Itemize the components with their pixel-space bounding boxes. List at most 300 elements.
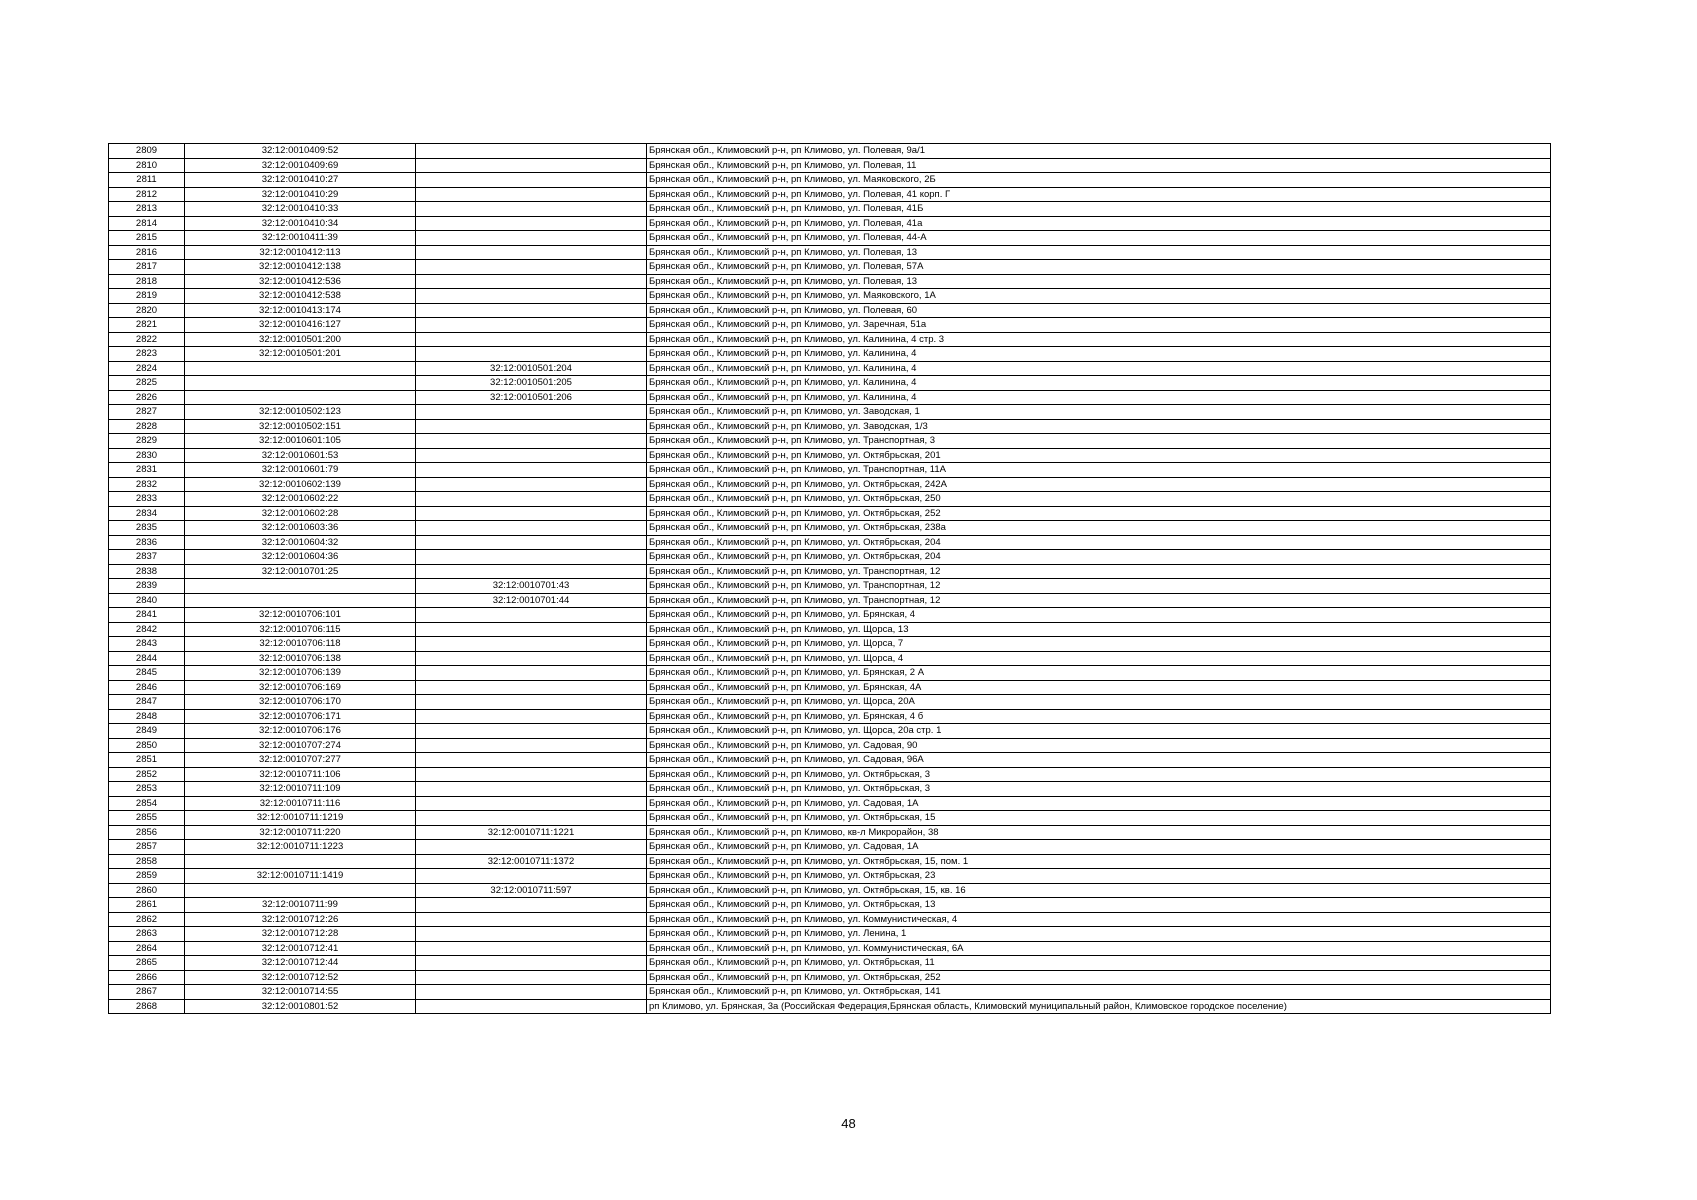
- table-row: [109, 738, 1551, 753]
- address-cell: Брянская обл., Климовский р-н, рп Климово, ул. Щорса, 20А: [647, 695, 1551, 710]
- address-cell: Брянская обл., Климовский р-н, рп Климово, ул. Заречная, 51а: [647, 318, 1551, 333]
- row-number-cell: 2829: [109, 434, 185, 449]
- cadastral-number-cell: 32:12:0010410:33: [185, 202, 416, 217]
- row-number-cell: 2810: [109, 158, 185, 173]
- address-cell: Брянская обл., Климовский р-н, рп Климово, ул. Садовая, 1А: [647, 840, 1551, 855]
- row-number-cell: 2812: [109, 187, 185, 202]
- secondary-cadastral-number-cell: [416, 158, 647, 173]
- table-row: [109, 999, 1551, 1014]
- row-number-cell: 2863: [109, 927, 185, 942]
- address-cell: Брянская обл., Климовский р-н, рп Климово, ул. Октябрьская, 23: [647, 869, 1551, 884]
- row-number-cell: 2853: [109, 782, 185, 797]
- table-row: [109, 782, 1551, 797]
- address-cell: Брянская обл., Климовский р-н, рп Климово, ул. Маяковского, 1А: [647, 289, 1551, 304]
- secondary-cadastral-number-cell: [416, 738, 647, 753]
- table-row: [109, 970, 1551, 985]
- secondary-cadastral-number-cell: 32:12:0010711:597: [416, 883, 647, 898]
- secondary-cadastral-number-cell: [416, 492, 647, 507]
- table-row: [109, 666, 1551, 681]
- cadastral-number-cell: [185, 390, 416, 405]
- address-cell: Брянская обл., Климовский р-н, рп Климово, ул. Октябрьская, 204: [647, 550, 1551, 565]
- cadastral-number-cell: 32:12:0010413:174: [185, 303, 416, 318]
- row-number-cell: 2839: [109, 579, 185, 594]
- secondary-cadastral-number-cell: 32:12:0010501:205: [416, 376, 647, 391]
- row-number-cell: 2834: [109, 506, 185, 521]
- row-number-cell: 2855: [109, 811, 185, 826]
- cadastral-number-cell: 32:12:0010706:169: [185, 680, 416, 695]
- address-cell: Брянская обл., Климовский р-н, рп Климово, ул. Транспортная, 12: [647, 579, 1551, 594]
- secondary-cadastral-number-cell: [416, 637, 647, 652]
- secondary-cadastral-number-cell: [416, 303, 647, 318]
- address-cell: Брянская обл., Климовский р-н, рп Климово, ул. Ленина, 1: [647, 927, 1551, 942]
- secondary-cadastral-number-cell: [416, 477, 647, 492]
- cadastral-number-cell: 32:12:0010602:22: [185, 492, 416, 507]
- address-cell: Брянская обл., Климовский р-н, рп Климово, ул. Октябрьская, 3: [647, 767, 1551, 782]
- address-cell: Брянская обл., Климовский р-н, рп Климово, ул. Полевая, 41а: [647, 216, 1551, 231]
- address-cell: Брянская обл., Климовский р-н, рп Климово, ул. Щорса, 20а стр. 1: [647, 724, 1551, 739]
- row-number-cell: 2827: [109, 405, 185, 420]
- cadastral-number-cell: [185, 579, 416, 594]
- table-row: [109, 767, 1551, 782]
- address-cell: Брянская обл., Климовский р-н, рп Климово, ул. Транспортная, 3: [647, 434, 1551, 449]
- address-cell: Брянская обл., Климовский р-н, рп Климово, ул. Октябрьская, 201: [647, 448, 1551, 463]
- address-cell: Брянская обл., Климовский р-н, рп Климово, ул. Октябрьская, 242А: [647, 477, 1551, 492]
- secondary-cadastral-number-cell: [416, 521, 647, 536]
- row-number-cell: 2825: [109, 376, 185, 391]
- table-row: [109, 825, 1551, 840]
- address-cell: Брянская обл., Климовский р-н, рп Климово, ул. Маяковского, 2Б: [647, 173, 1551, 188]
- address-cell: Брянская обл., Климовский р-н, рп Климово, ул. Октябрьская, 250: [647, 492, 1551, 507]
- cadastral-number-cell: 32:12:0010712:44: [185, 956, 416, 971]
- row-number-cell: 2835: [109, 521, 185, 536]
- address-cell: Брянская обл., Климовский р-н, рп Климово, ул. Калинина, 4: [647, 376, 1551, 391]
- row-number-cell: 2854: [109, 796, 185, 811]
- table-row: [109, 869, 1551, 884]
- address-cell: Брянская обл., Климовский р-н, рп Климово, ул. Транспортная, 12: [647, 593, 1551, 608]
- secondary-cadastral-number-cell: [416, 680, 647, 695]
- secondary-cadastral-number-cell: [416, 347, 647, 362]
- secondary-cadastral-number-cell: [416, 941, 647, 956]
- cadastral-number-cell: 32:12:0010501:201: [185, 347, 416, 362]
- cadastral-table: [108, 143, 1551, 1014]
- address-cell: Брянская обл., Климовский р-н, рп Климово, ул. Октябрьская, 15: [647, 811, 1551, 826]
- cadastral-number-cell: 32:12:0010714:55: [185, 985, 416, 1000]
- table-row: [109, 347, 1551, 362]
- table-row: [109, 506, 1551, 521]
- address-cell: Брянская обл., Климовский р-н, рп Климово, ул. Октябрьская, 252: [647, 506, 1551, 521]
- table-row: [109, 231, 1551, 246]
- address-cell: Брянская обл., Климовский р-н, рп Климово, ул. Калинина, 4 стр. 3: [647, 332, 1551, 347]
- address-cell: Брянская обл., Климовский р-н, рп Климово, ул. Заводская, 1/3: [647, 419, 1551, 434]
- address-cell: Брянская обл., Климовский р-н, рп Климово, кв-л Микрорайон, 38: [647, 825, 1551, 840]
- row-number-cell: 2818: [109, 274, 185, 289]
- table-row: [109, 245, 1551, 260]
- row-number-cell: 2859: [109, 869, 185, 884]
- table-row: [109, 753, 1551, 768]
- secondary-cadastral-number-cell: [416, 999, 647, 1014]
- secondary-cadastral-number-cell: [416, 869, 647, 884]
- cadastral-number-cell: 32:12:0010501:200: [185, 332, 416, 347]
- address-cell: Брянская обл., Климовский р-н, рп Климово, ул. Полевая, 41Б: [647, 202, 1551, 217]
- address-cell: Брянская обл., Климовский р-н, рп Климово, ул. Брянская, 4: [647, 608, 1551, 623]
- table-row: [109, 564, 1551, 579]
- address-cell: Брянская обл., Климовский р-н, рп Климово, ул. Полевая, 57А: [647, 260, 1551, 275]
- cadastral-number-cell: 32:12:0010601:53: [185, 448, 416, 463]
- cadastral-number-cell: 32:12:0010706:118: [185, 637, 416, 652]
- cadastral-number-cell: 32:12:0010707:277: [185, 753, 416, 768]
- table-row: [109, 332, 1551, 347]
- address-cell: Брянская обл., Климовский р-н, рп Климово, ул. Коммунистическая, 6А: [647, 941, 1551, 956]
- address-cell: Брянская обл., Климовский р-н, рп Климово, ул. Октябрьская, 15, кв. 16: [647, 883, 1551, 898]
- address-cell: Брянская обл., Климовский р-н, рп Климово, ул. Коммунистическая, 4: [647, 912, 1551, 927]
- row-number-cell: 2850: [109, 738, 185, 753]
- table-body: [109, 144, 1551, 1014]
- cadastral-number-cell: 32:12:0010706:101: [185, 608, 416, 623]
- table-row: [109, 912, 1551, 927]
- cadastral-number-cell: 32:12:0010711:1219: [185, 811, 416, 826]
- address-cell: Брянская обл., Климовский р-н, рп Климово, ул. Полевая, 44-А: [647, 231, 1551, 246]
- table-row: [109, 811, 1551, 826]
- row-number-cell: 2864: [109, 941, 185, 956]
- address-cell: Брянская обл., Климовский р-н, рп Климово, ул. Щорса, 7: [647, 637, 1551, 652]
- table-row: [109, 956, 1551, 971]
- address-cell: Брянская обл., Климовский р-н, рп Климово, ул. Полевая, 9а/1: [647, 144, 1551, 159]
- address-cell: Брянская обл., Климовский р-н, рп Климово, ул. Транспортная, 12: [647, 564, 1551, 579]
- cadastral-number-cell: 32:12:0010604:32: [185, 535, 416, 550]
- table-row: [109, 898, 1551, 913]
- address-cell: Брянская обл., Климовский р-н, рп Климово, ул. Октябрьская, 238а: [647, 521, 1551, 536]
- cadastral-number-cell: 32:12:0010603:36: [185, 521, 416, 536]
- secondary-cadastral-number-cell: [416, 434, 647, 449]
- secondary-cadastral-number-cell: [416, 767, 647, 782]
- row-number-cell: 2813: [109, 202, 185, 217]
- cadastral-number-cell: 32:12:0010410:34: [185, 216, 416, 231]
- address-cell: Брянская обл., Климовский р-н, рп Климово, ул. Садовая, 96А: [647, 753, 1551, 768]
- secondary-cadastral-number-cell: [416, 260, 647, 275]
- row-number-cell: 2847: [109, 695, 185, 710]
- secondary-cadastral-number-cell: 32:12:0010501:204: [416, 361, 647, 376]
- secondary-cadastral-number-cell: [416, 985, 647, 1000]
- table-row: [109, 390, 1551, 405]
- table-row: [109, 840, 1551, 855]
- document-table-container: [108, 143, 1550, 1014]
- table-row: [109, 274, 1551, 289]
- secondary-cadastral-number-cell: [416, 811, 647, 826]
- secondary-cadastral-number-cell: [416, 912, 647, 927]
- table-row: [109, 158, 1551, 173]
- row-number-cell: 2826: [109, 390, 185, 405]
- row-number-cell: 2857: [109, 840, 185, 855]
- row-number-cell: 2865: [109, 956, 185, 971]
- cadastral-number-cell: 32:12:0010706:115: [185, 622, 416, 637]
- address-cell: Брянская обл., Климовский р-н, рп Климово, ул. Брянская, 2 А: [647, 666, 1551, 681]
- table-row: [109, 854, 1551, 869]
- address-cell: Брянская обл., Климовский р-н, рп Климово, ул. Полевая, 13: [647, 245, 1551, 260]
- address-cell: Брянская обл., Климовский р-н, рп Климово, ул. Полевая, 11: [647, 158, 1551, 173]
- secondary-cadastral-number-cell: [416, 318, 647, 333]
- table-row: [109, 724, 1551, 739]
- secondary-cadastral-number-cell: [416, 608, 647, 623]
- secondary-cadastral-number-cell: [416, 666, 647, 681]
- table-row: [109, 318, 1551, 333]
- table-row: [109, 448, 1551, 463]
- cadastral-number-cell: [185, 361, 416, 376]
- row-number-cell: 2817: [109, 260, 185, 275]
- secondary-cadastral-number-cell: [416, 956, 647, 971]
- address-cell: Брянская обл., Климовский р-н, рп Климово, ул. Калинина, 4: [647, 390, 1551, 405]
- secondary-cadastral-number-cell: [416, 144, 647, 159]
- cadastral-number-cell: 32:12:0010602:139: [185, 477, 416, 492]
- cadastral-number-cell: 32:12:0010707:274: [185, 738, 416, 753]
- cadastral-number-cell: 32:12:0010711:106: [185, 767, 416, 782]
- row-number-cell: 2836: [109, 535, 185, 550]
- address-cell: Брянская обл., Климовский р-н, рп Климово, ул. Садовая, 1А: [647, 796, 1551, 811]
- address-cell: Брянская обл., Климовский р-н, рп Климово, ул. Брянская, 4 б: [647, 709, 1551, 724]
- table-row: [109, 477, 1551, 492]
- row-number-cell: 2845: [109, 666, 185, 681]
- secondary-cadastral-number-cell: [416, 753, 647, 768]
- cadastral-number-cell: 32:12:0010701:25: [185, 564, 416, 579]
- row-number-cell: 2831: [109, 463, 185, 478]
- row-number-cell: 2843: [109, 637, 185, 652]
- row-number-cell: 2838: [109, 564, 185, 579]
- row-number-cell: 2819: [109, 289, 185, 304]
- secondary-cadastral-number-cell: [416, 796, 647, 811]
- row-number-cell: 2823: [109, 347, 185, 362]
- secondary-cadastral-number-cell: [416, 274, 647, 289]
- table-row: [109, 695, 1551, 710]
- secondary-cadastral-number-cell: [416, 506, 647, 521]
- secondary-cadastral-number-cell: [416, 448, 647, 463]
- cadastral-number-cell: 32:12:0010711:1223: [185, 840, 416, 855]
- row-number-cell: 2809: [109, 144, 185, 159]
- row-number-cell: 2860: [109, 883, 185, 898]
- address-cell: Брянская обл., Климовский р-н, рп Климово, ул. Щорса, 4: [647, 651, 1551, 666]
- address-cell: Брянская обл., Климовский р-н, рп Климово, ул. Садовая, 90: [647, 738, 1551, 753]
- secondary-cadastral-number-cell: [416, 405, 647, 420]
- table-row: [109, 550, 1551, 565]
- secondary-cadastral-number-cell: [416, 419, 647, 434]
- address-cell: Брянская обл., Климовский р-н, рп Климово, ул. Калинина, 4: [647, 361, 1551, 376]
- table-row: [109, 376, 1551, 391]
- cadastral-number-cell: 32:12:0010409:69: [185, 158, 416, 173]
- row-number-cell: 2837: [109, 550, 185, 565]
- cadastral-number-cell: 32:12:0010712:41: [185, 941, 416, 956]
- row-number-cell: 2846: [109, 680, 185, 695]
- secondary-cadastral-number-cell: [416, 651, 647, 666]
- table-row: [109, 883, 1551, 898]
- row-number-cell: 2861: [109, 898, 185, 913]
- cadastral-number-cell: [185, 593, 416, 608]
- address-cell: Брянская обл., Климовский р-н, рп Климово, ул. Октябрьская, 204: [647, 535, 1551, 550]
- secondary-cadastral-number-cell: 32:12:0010701:44: [416, 593, 647, 608]
- address-cell: Брянская обл., Климовский р-н, рп Климово, ул. Октябрьская, 15, пом. 1: [647, 854, 1551, 869]
- cadastral-number-cell: 32:12:0010801:52: [185, 999, 416, 1014]
- secondary-cadastral-number-cell: [416, 535, 647, 550]
- cadastral-number-cell: 32:12:0010712:26: [185, 912, 416, 927]
- table-row: [109, 405, 1551, 420]
- table-row: [109, 521, 1551, 536]
- secondary-cadastral-number-cell: [416, 898, 647, 913]
- address-cell: рп Климово, ул. Брянская, 3а (Российская Федерация,Брянская область, Климовский муниципальный район, Климовское городское поселение): [647, 999, 1551, 1014]
- table-row: [109, 651, 1551, 666]
- secondary-cadastral-number-cell: [416, 695, 647, 710]
- cadastral-number-cell: 32:12:0010412:538: [185, 289, 416, 304]
- table-row: [109, 985, 1551, 1000]
- table-row: [109, 434, 1551, 449]
- table-row: [109, 709, 1551, 724]
- cadastral-number-cell: 32:12:0010706:139: [185, 666, 416, 681]
- address-cell: Брянская обл., Климовский р-н, рп Климово, ул. Брянская, 4А: [647, 680, 1551, 695]
- table-row: [109, 260, 1551, 275]
- address-cell: Брянская обл., Климовский р-н, рп Климово, ул. Октябрьская, 3: [647, 782, 1551, 797]
- cadastral-number-cell: 32:12:0010411:39: [185, 231, 416, 246]
- secondary-cadastral-number-cell: 32:12:0010711:1221: [416, 825, 647, 840]
- secondary-cadastral-number-cell: [416, 289, 647, 304]
- cadastral-number-cell: 32:12:0010409:52: [185, 144, 416, 159]
- row-number-cell: 2866: [109, 970, 185, 985]
- secondary-cadastral-number-cell: [416, 564, 647, 579]
- row-number-cell: 2824: [109, 361, 185, 376]
- row-number-cell: 2840: [109, 593, 185, 608]
- address-cell: Брянская обл., Климовский р-н, рп Климово, ул. Щорса, 13: [647, 622, 1551, 637]
- cadastral-number-cell: 32:12:0010706:170: [185, 695, 416, 710]
- cadastral-number-cell: 32:12:0010712:28: [185, 927, 416, 942]
- address-cell: Брянская обл., Климовский р-н, рп Климово, ул. Полевая, 41 корп. Г: [647, 187, 1551, 202]
- cadastral-number-cell: 32:12:0010711:99: [185, 898, 416, 913]
- address-cell: Брянская обл., Климовский р-н, рп Климово, ул. Полевая, 13: [647, 274, 1551, 289]
- secondary-cadastral-number-cell: [416, 245, 647, 260]
- cadastral-number-cell: 32:12:0010602:28: [185, 506, 416, 521]
- address-cell: Брянская обл., Климовский р-н, рп Климово, ул. Октябрьская, 13: [647, 898, 1551, 913]
- table-row: [109, 622, 1551, 637]
- row-number-cell: 2842: [109, 622, 185, 637]
- secondary-cadastral-number-cell: [416, 202, 647, 217]
- cadastral-number-cell: 32:12:0010712:52: [185, 970, 416, 985]
- cadastral-number-cell: [185, 883, 416, 898]
- row-number-cell: 2849: [109, 724, 185, 739]
- secondary-cadastral-number-cell: [416, 173, 647, 188]
- cadastral-number-cell: 32:12:0010412:113: [185, 245, 416, 260]
- secondary-cadastral-number-cell: 32:12:0010501:206: [416, 390, 647, 405]
- cadastral-number-cell: 32:12:0010706:171: [185, 709, 416, 724]
- table-row: [109, 927, 1551, 942]
- secondary-cadastral-number-cell: [416, 709, 647, 724]
- secondary-cadastral-number-cell: [416, 332, 647, 347]
- secondary-cadastral-number-cell: [416, 187, 647, 202]
- secondary-cadastral-number-cell: [416, 970, 647, 985]
- cadastral-number-cell: 32:12:0010706:138: [185, 651, 416, 666]
- cadastral-number-cell: 32:12:0010502:123: [185, 405, 416, 420]
- row-number-cell: 2868: [109, 999, 185, 1014]
- table-row: [109, 535, 1551, 550]
- table-row: [109, 173, 1551, 188]
- secondary-cadastral-number-cell: [416, 927, 647, 942]
- row-number-cell: 2862: [109, 912, 185, 927]
- table-row: [109, 593, 1551, 608]
- row-number-cell: 2832: [109, 477, 185, 492]
- address-cell: Брянская обл., Климовский р-н, рп Климово, ул. Полевая, 60: [647, 303, 1551, 318]
- row-number-cell: 2814: [109, 216, 185, 231]
- cadastral-number-cell: 32:12:0010412:138: [185, 260, 416, 275]
- row-number-cell: 2852: [109, 767, 185, 782]
- cadastral-number-cell: 32:12:0010601:105: [185, 434, 416, 449]
- cadastral-number-cell: 32:12:0010706:176: [185, 724, 416, 739]
- cadastral-number-cell: 32:12:0010410:27: [185, 173, 416, 188]
- cadastral-number-cell: 32:12:0010711:109: [185, 782, 416, 797]
- cadastral-number-cell: 32:12:0010711:220: [185, 825, 416, 840]
- cadastral-number-cell: [185, 376, 416, 391]
- cadastral-number-cell: 32:12:0010416:127: [185, 318, 416, 333]
- table-row: [109, 941, 1551, 956]
- table-row: [109, 303, 1551, 318]
- table-row: [109, 492, 1551, 507]
- secondary-cadastral-number-cell: [416, 840, 647, 855]
- page-number: 48: [841, 1116, 856, 1131]
- row-number-cell: 2816: [109, 245, 185, 260]
- secondary-cadastral-number-cell: [416, 550, 647, 565]
- table-row: [109, 463, 1551, 478]
- table-row: [109, 144, 1551, 159]
- row-number-cell: 2828: [109, 419, 185, 434]
- row-number-cell: 2858: [109, 854, 185, 869]
- secondary-cadastral-number-cell: 32:12:0010711:1372: [416, 854, 647, 869]
- row-number-cell: 2841: [109, 608, 185, 623]
- secondary-cadastral-number-cell: [416, 463, 647, 478]
- table-row: [109, 579, 1551, 594]
- address-cell: Брянская обл., Климовский р-н, рп Климово, ул. Октябрьская, 252: [647, 970, 1551, 985]
- cadastral-number-cell: 32:12:0010410:29: [185, 187, 416, 202]
- table-row: [109, 361, 1551, 376]
- table-row: [109, 637, 1551, 652]
- secondary-cadastral-number-cell: 32:12:0010701:43: [416, 579, 647, 594]
- table-row: [109, 419, 1551, 434]
- row-number-cell: 2851: [109, 753, 185, 768]
- secondary-cadastral-number-cell: [416, 724, 647, 739]
- row-number-cell: 2848: [109, 709, 185, 724]
- table-row: [109, 680, 1551, 695]
- secondary-cadastral-number-cell: [416, 782, 647, 797]
- table-row: [109, 608, 1551, 623]
- table-row: [109, 187, 1551, 202]
- table-row: [109, 216, 1551, 231]
- row-number-cell: 2822: [109, 332, 185, 347]
- cadastral-number-cell: 32:12:0010412:536: [185, 274, 416, 289]
- address-cell: Брянская обл., Климовский р-н, рп Климово, ул. Заводская, 1: [647, 405, 1551, 420]
- row-number-cell: 2856: [109, 825, 185, 840]
- address-cell: Брянская обл., Климовский р-н, рп Климово, ул. Октябрьская, 11: [647, 956, 1551, 971]
- table-row: [109, 289, 1551, 304]
- row-number-cell: 2867: [109, 985, 185, 1000]
- cadastral-number-cell: [185, 854, 416, 869]
- address-cell: Брянская обл., Климовский р-н, рп Климово, ул. Октябрьская, 141: [647, 985, 1551, 1000]
- secondary-cadastral-number-cell: [416, 622, 647, 637]
- row-number-cell: 2833: [109, 492, 185, 507]
- table-row: [109, 796, 1551, 811]
- cadastral-number-cell: 32:12:0010711:1419: [185, 869, 416, 884]
- cadastral-number-cell: 32:12:0010711:116: [185, 796, 416, 811]
- secondary-cadastral-number-cell: [416, 216, 647, 231]
- row-number-cell: 2820: [109, 303, 185, 318]
- row-number-cell: 2830: [109, 448, 185, 463]
- row-number-cell: 2815: [109, 231, 185, 246]
- row-number-cell: 2821: [109, 318, 185, 333]
- table-row: [109, 202, 1551, 217]
- row-number-cell: 2811: [109, 173, 185, 188]
- row-number-cell: 2844: [109, 651, 185, 666]
- cadastral-number-cell: 32:12:0010502:151: [185, 419, 416, 434]
- secondary-cadastral-number-cell: [416, 231, 647, 246]
